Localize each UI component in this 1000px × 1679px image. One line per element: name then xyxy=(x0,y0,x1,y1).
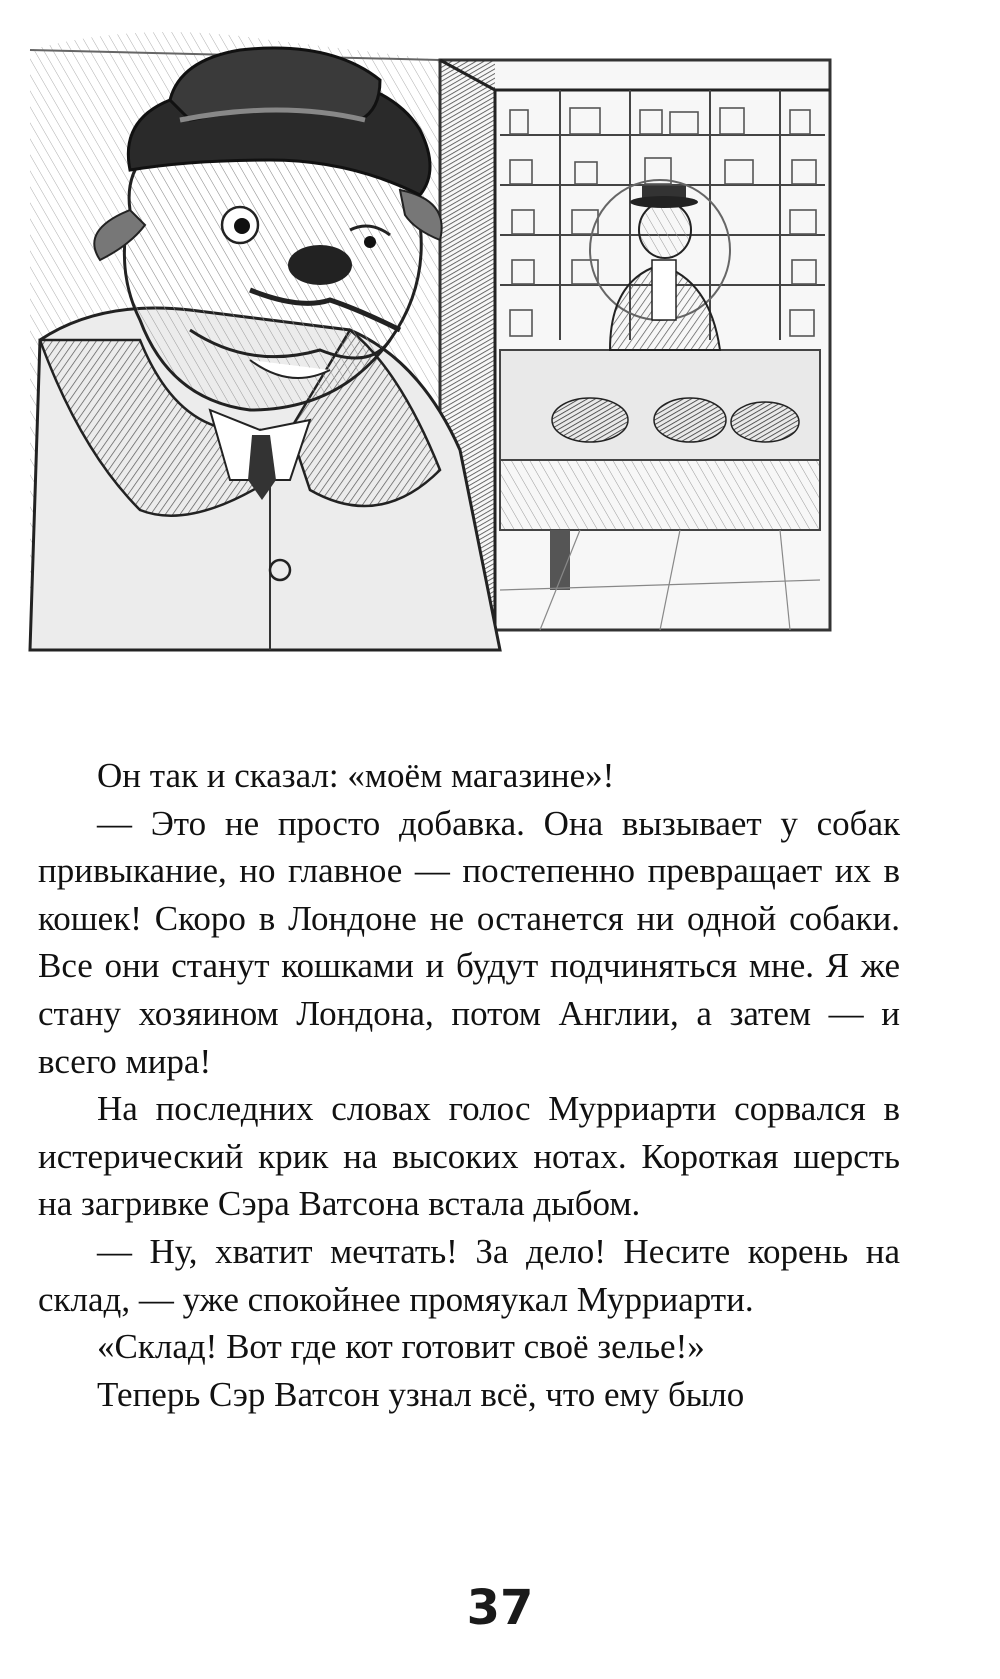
paragraph-4: — Ну, хватит мечтать! За дело! Несите корень на склад, — уже спокойнее промяукал Мурриарти. xyxy=(38,1231,900,1319)
paragraph-5: «Склад! Вот где кот готовит своё зелье!» xyxy=(97,1327,705,1367)
paragraph-3: На последних словах голос Мурриарти сорвался в истерический крик на высоких нотах. Короткая шерсть на загривке Сэра Ватсона встала дыбом. xyxy=(38,1089,900,1224)
paragraph-6: Теперь Сэр Ватсон узнал всё, что ему было xyxy=(97,1374,745,1414)
shop-display-case xyxy=(440,60,830,630)
illustration-bulldog-and-cat-in-shop xyxy=(20,10,900,690)
page-number: 37 xyxy=(466,1580,534,1636)
paragraph-2: — Это не просто добавка. Она вызывает у собак привыкание, но главное — постепенно превращает их в кошек! Скоро в Лондоне не останется ни одной собаки. Все они станут кошками и будут подчиняться мне. Я же стану хозяином Лондона, потом Англии, а затем — и всего мира! xyxy=(38,803,900,1081)
paragraph-1: Он так и сказал: «моём магазине»! xyxy=(97,756,615,795)
body-text xyxy=(38,752,900,1418)
